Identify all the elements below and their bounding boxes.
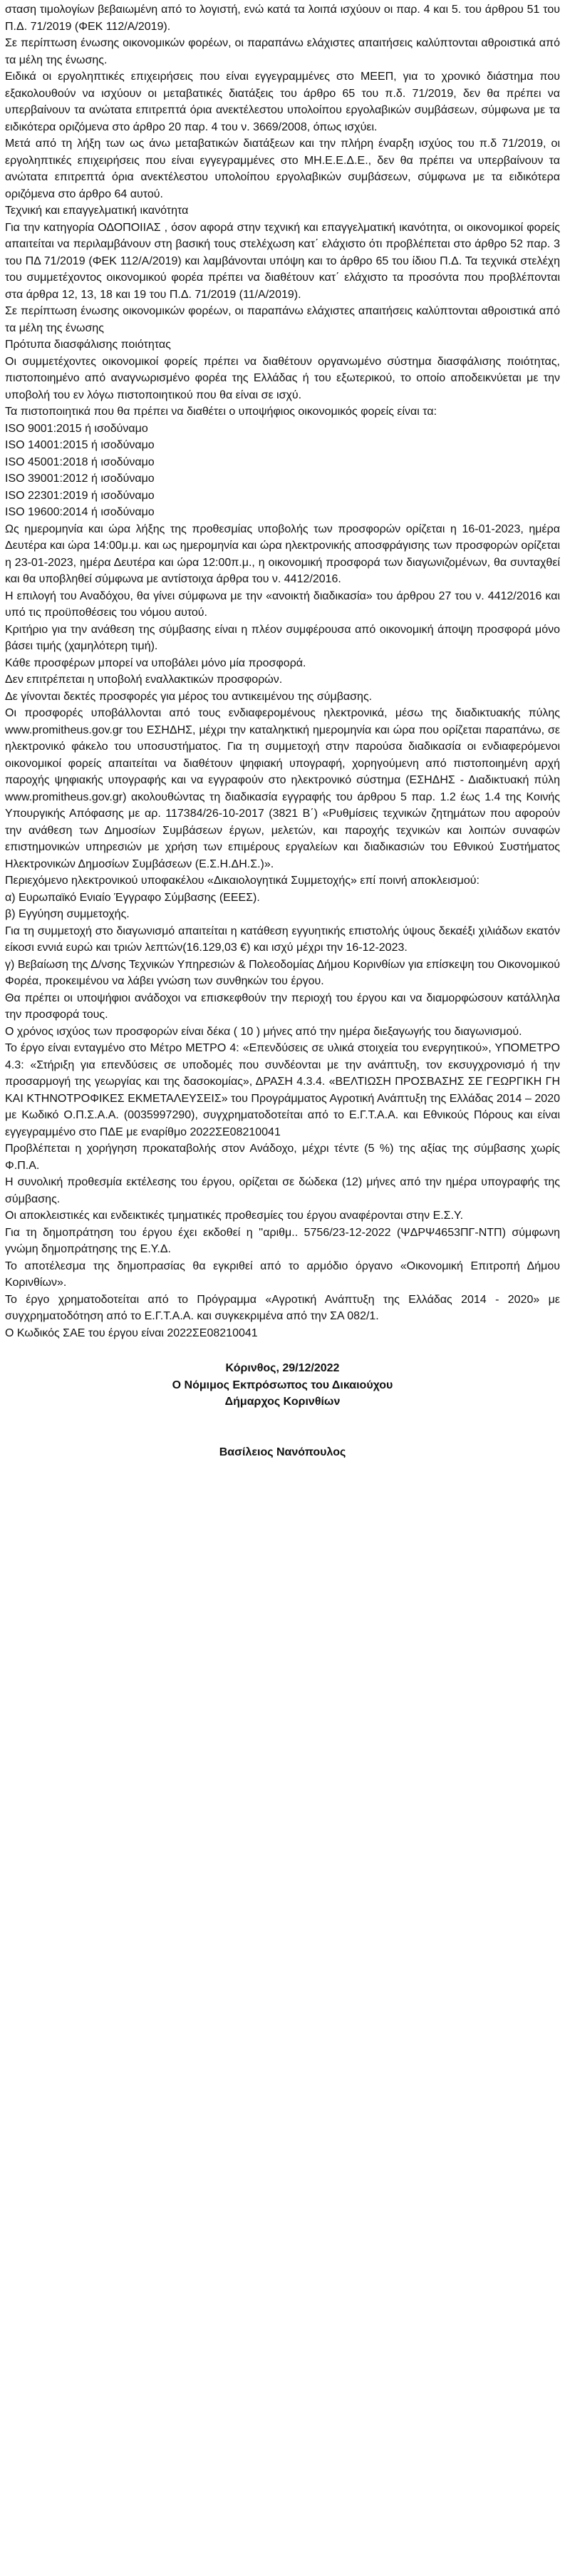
paragraph: Κάθε προσφέρων μπορεί να υποβάλει μόνο μία προσφορά. bbox=[5, 656, 306, 669]
iso-list-item: ISO 9001:2015 ή ισοδύναμο bbox=[5, 422, 148, 435]
signature-space bbox=[5, 1411, 560, 1444]
paragraph: β) Εγγύηση συμμετοχής. bbox=[5, 908, 130, 920]
paragraph: Ο Κωδικός ΣΑΕ του έργου είναι 2022ΣΕ08210041 bbox=[5, 1326, 258, 1339]
paragraph: Οι αποκλειστικές και ενδεικτικές τμηματικές προθεσμίες του έργου αναφέρονται στην Ε.Σ.Υ. bbox=[5, 1210, 464, 1222]
paragraph: Σε περίπτωση ένωσης οικονομικών φορέων, οι παραπάνω ελάχιστες απαιτήσεις καλύπτονται αθροιστικά από τα μέλη της ένωσης. bbox=[5, 37, 560, 66]
paragraph: Για την κατηγορία ΟΔΟΠΟΙΙΑΣ , όσον αφορά στην τεχνική και επαγγελματική ικανότητα, οι οικονομικοί φορείς απαιτείται να περιλαμβάνουν στη βασική τους στελέχωση κατ΄ ελάχιστο ότι προβλέπεται στο άρθρο 52 παρ. 3 του ΠΔ 71/2019 (ΦΕΚ 112/Α/2019) και λαμβάνονται υπόψη και το άρθρο 65 του ίδιου Π.Δ. Τα τεχνικά στελέχη του συμμετέχοντος οικονομικού φορέα πρέπει να διαθέτουν κατ΄ ελάχιστο τα προσόντα που προβλέπονται στα άρθρα 12, 13, 18 και 19 του Π.Δ. 71/2019 (11/Α/2019). bbox=[5, 221, 560, 301]
iso-list-item: ISO 45001:2018 ή ισοδύναμο bbox=[5, 455, 155, 468]
paragraph: Ο χρόνος ισχύος των προσφορών είναι δέκα ( 10 ) μήνες από την ημέρα διεξαγωγής του διαγωνισμού. bbox=[5, 1025, 522, 1038]
iso-list-item: ISO 14001:2015 ή ισοδύναμο bbox=[5, 439, 155, 451]
paragraph: Ειδικά οι εργοληπτικές επιχειρήσεις που είναι εγγεγραμμένες στο ΜΕΕΠ, για το χρονικό διάστημα που εξακολουθούν να ισχύουν οι μεταβατικές διατάξεις του άρθρο 65 του π.δ. 71/2019, δεν θα πρέπει να υπερβαίνουν τα ανώτατα επιτρεπτά όρια ανεκτέλεστου υπολοίπου εργολαβικών συμβάσεων, σύμφωνα με τα ειδικότερα οριζόμενα στο άρθρο 20 παρ. 4 του ν. 3669/2008, όπως ισχύει. bbox=[5, 71, 560, 133]
paragraph: Για τη δημοπράτηση του έργου έχει εκδοθεί η ''αριθμ.. 5756/23-12-2022 (ΨΔΡΨ4653ΠΓ-ΝΤΠ) σύμφωνη γνώμη δημοπράτησης της Ε.Υ.Δ. bbox=[5, 1226, 560, 1255]
iso-list-item: ISO 39001:2012 ή ισοδύναμο bbox=[5, 473, 155, 485]
paragraph: Δε γίνονται δεκτές προσφορές για μέρος του αντικειμένου της σύμβασης. bbox=[5, 690, 373, 703]
paragraph: Θα πρέπει οι υποψήφιοι ανάδοχοι να επισκεφθούν την περιοχή του έργου και να διαμορφώσουν κατάλληλα την προσφορά τους. bbox=[5, 991, 560, 1021]
signatory-role: Ο Νόμιμος Εκπρόσωπος του Δικαιούχου bbox=[172, 1379, 393, 1391]
paragraph: Το έργο είναι ενταγμένο στο Μέτρο ΜΕΤΡΟ 4: «Επενδύσεις σε υλικά στοιχεία του ενεργητικού», ΥΠΟΜΕΤΡΟ 4.3: «Στήριξη για επενδύσεις σε υποδομές που συνδέονται με την ανάπτυξη, τον εκσυγχρονισμό ή την προσαρμογή της γεωργίας και της δασοκομίας», ΔΡΑΣΗ 4.3.4. «ΒΕΛΤΙΩΣΗ ΠΡΟΣΒΑΣΗΣ ΣΕ ΓΕΩΡΓΙΚΗ ΓΗ ΚΑΙ ΚΤΗΝΟΤΡΟΦΙΚΕΣ ΕΚΜΕΤΑΛΕΥΣΕΙΣ» του Προγράμματος Αγροτική Ανάπτυξη της Ελλάδας 2014 – 2020 με Κωδικό Ο.Π.Σ.Α.Α. (0035997290), συγχρηματοδοτείται από το Ε.Γ.Τ.Α.Α. και Εθνικούς Πόρους και είναι εγγεγραμμένο στο ΠΔΕ με εναρίθμο 2022ΣΕ08210041 bbox=[5, 1042, 560, 1138]
paragraph: Μετά από τη λήξη των ως άνω μεταβατικών διατάξεων και την πλήρη έναρξη ισχύος του π.δ 71/2019, οι εργοληπτικές επιχειρήσεις που είναι εγγεγραμμένες στο ΜΗ.Ε.Ε.Δ.Ε., δεν θα πρέπει να υπερβαίνουν τα ανώτατα επιτρεπτά όρια ανεκτέλεστου υπολοίπου εργολαβικών συμβάσεων, σύμφωνα με τα ειδικότερα οριζόμενα στο άρθρο 64 αυτού. bbox=[5, 138, 560, 200]
paragraph: Το έργο χρηματοδοτείται από το Πρόγραμμα «Αγροτική Ανάπτυξη της Ελλάδας 2014 - 2020» με συγχρηματοδότηση από το Ε.Γ.Τ.Α.Α. και συγκεκριμένα από την ΣΑ 082/1. bbox=[5, 1293, 560, 1322]
paragraph: γ) Βεβαίωση της Δ/νσης Τεχνικών Υπηρεσιών & Πολεοδομίας Δήμου Κορινθίων για επίσκεψη του Οικονομικού Φορέα, προκειμένου να λάβει γνώση των συνθηκών του έργου. bbox=[5, 958, 560, 987]
paragraph: Ως ημερομηνία και ώρα λήξης της προθεσμίας υποβολής των προσφορών ορίζεται η 16-01-2023, ημέρα Δευτέρα και ώρα 14:00μ.μ. και ως ημερομηνία και ώρα ηλεκτρονικής αποσφράγισης των προσφορών ορίζεται η 23-01-2023, ημέρα Δευτέρα και ώρα 12:00π.μ., η οικονομική προσφορά των διαγωνιζομένων, θα συνταχθεί και θα υποβληθεί σύμφωνα με αντίστοιχα άρθρα του ν. 4412/2016. bbox=[5, 522, 560, 585]
iso-list-item: ISO 19600:2014 ή ισοδύναμο bbox=[5, 506, 155, 518]
paragraph: Οι προσφορές υποβάλλονται από τους ενδιαφερομένους ηλεκτρονικά, μέσω της διαδικτυακής πύλης www.promitheus.gov.gr του ΕΣΗΔΗΣ, μέχρι την καταληκτική ημερομηνία και ώρα που ορίζεται παραπάνω, σε ηλεκτρονικό φάκελο του υποσυστήματος. Για τη συμμετοχή στην παρούσα διαδικασία οι ενδιαφερόμενοι οικονομικοί φορείς απαιτείται να διαθέτουν ψηφιακή υπογραφή, χορηγούμενη από πιστοποιημένη αρχή παροχής ψηφιακής υπογραφής και να εγγραφούν στο ηλεκτρονικό σύστημα (ΕΣΗΔΗΣ - Διαδικτυακή πύλη www.promitheus.gov.gr) ακολουθώντας τη διαδικασία εγγραφής του άρθρου 5 παρ. 1.2 έως 1.4 της Κοινής Υπουργικής Απόφασης με αρ. 117384/26-10-2017 (3821 Β΄) «Ρυθμίσεις τεχνικών ζητημάτων που αφορούν την ανάθεση των Δημοσίων Συμβάσεων έργων, μελετών, και παροχής τεχνικών και λοιπών συναφών επιστημονικών υπηρεσιών με χρήση των επιμέρους εργαλείων και διαδικασιών του Εθνικού Συστήματος Ηλεκτρονικών Δημοσίων Συμβάσεων (Ε.Σ.Η.ΔΗ.Σ.)». bbox=[5, 707, 560, 870]
signatory-name: Βασίλειος Νανόπουλος bbox=[219, 1446, 346, 1458]
paragraph: Η συνολική προθεσμία εκτέλεσης του έργου, ορίζεται σε δώδεκα (12) μήνες από την ημέρα υπογραφής της σύμβασης. bbox=[5, 1176, 560, 1205]
signatory-title: Δήμαρχος Κορινθίων bbox=[224, 1396, 341, 1408]
section-heading: Πρότυπα διασφάλισης ποιότητας bbox=[5, 339, 171, 351]
section-heading: Τεχνική και επαγγελματική ικανότητα bbox=[5, 205, 189, 217]
paragraph: Κριτήριο για την ανάθεση της σύμβασης είναι η πλέον συμφέρουσα από οικονομική άποψη προσφορά μόνο βάσει τιμής (χαμηλότερη τιμή). bbox=[5, 623, 560, 652]
paragraph: α) Ευρωπαϊκό Ενιαίο Έγγραφο Σύμβασης (ΕΕΕΣ). bbox=[5, 891, 260, 904]
iso-list-item: ISO 22301:2019 ή ισοδύναμο bbox=[5, 489, 155, 502]
place-date: Κόρινθος, 29/12/2022 bbox=[225, 1362, 340, 1374]
paragraph: Η επιλογή του Αναδόχου, θα γίνει σύμφωνα με την «ανοικτή διαδικασία» του άρθρου 27 του ν. 4412/2016 και υπό τις προϋποθέσεις του νόμου αυτού. bbox=[5, 589, 560, 619]
paragraph: σταση τιμολογίων βεβαιωμένη από το λογιστή, ενώ κατά τα λοιπά ισχύουν οι παρ. 4 και 5. του άρθρου 51 του Π.Δ. 71/2019 (ΦΕΚ 112/Α/2019). bbox=[5, 4, 560, 33]
paragraph: Για τη συμμετοχή στο διαγωνισμό απαιτείται η κατάθεση εγγυητικής επιστολής ύψους δεκαέξι χιλιάδων εκατόν είκοσι εννιά ευρώ και τριών λεπτών(16.129,03 €) και ισχύ μέχρι την 16-12-2023. bbox=[5, 924, 560, 954]
paragraph: Οι συμμετέχοντες οικονομικοί φορείς πρέπει να διαθέτουν οργανωμένο σύστημα διασφάλισης ποιότητας, πιστοποιημένο από αναγνωρισμένο φορέα της Ελλάδας ή του εξωτερικού, το οποίο αποδεικνύεται με την υποβολή του εν λόγω πιστοποιητικού που θα είναι σε ισχύ. bbox=[5, 355, 560, 401]
signature-block bbox=[5, 1360, 560, 1460]
paragraph: Προβλέπεται η χορήγηση προκαταβολής στον Ανάδοχο, μέχρι τέντε (5 %) της αξίας της σύμβασης χωρίς Φ.Π.Α. bbox=[5, 1143, 560, 1172]
paragraph: Τα πιστοποιητικά που θα πρέπει να διαθέτει ο υποψήφιος οικονομικός φορείς είναι τα: bbox=[5, 406, 437, 418]
paragraph: Το αποτέλεσμα της δημοπρασίας θα εγκριθεί από το αρμόδιο όργανο «Οικονομική Επιτροπή Δήμου Κορινθίων». bbox=[5, 1259, 560, 1289]
paragraph: Περιεχόμενο ηλεκτρονικού υποφακέλου «Δικαιολογητικά Συμμετοχής» επί ποινή αποκλεισμού: bbox=[5, 875, 480, 887]
paragraph: Δεν επιτρέπεται η υποβολή εναλλακτικών προσφορών. bbox=[5, 674, 283, 686]
paragraph: Σε περίπτωση ένωσης οικονομικών φορέων, οι παραπάνω ελάχιστες απαιτήσεις καλύπτονται αθροιστικά από τα μέλη της ένωσης bbox=[5, 305, 560, 334]
